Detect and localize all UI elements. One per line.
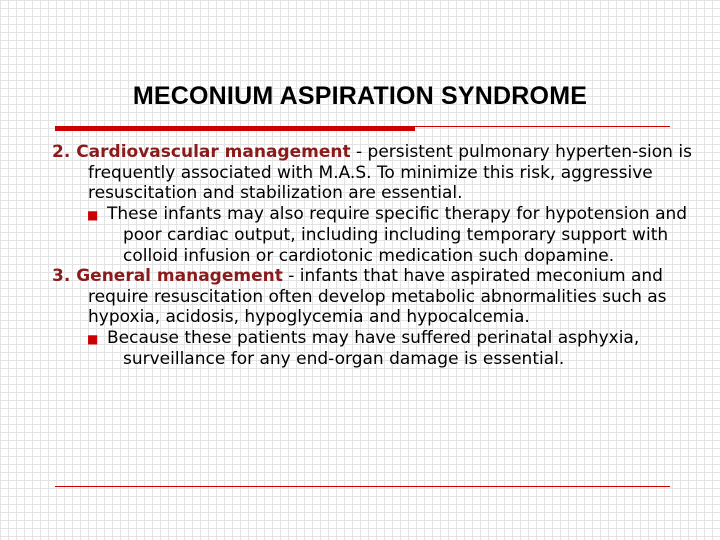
- item-text: - persistent pulmonary hyperten-sion is frequently associated with M.A.S. To minimize this risk, aggressive resuscitation and stabilization are essential.: [88, 142, 692, 203]
- item-heading: 3. General management: [52, 266, 283, 286]
- square-bullet-icon: ■: [87, 207, 99, 222]
- title-underline-thick: [55, 126, 415, 131]
- sub-item-text: Because these patients may have suffered perinatal asphyxia, surveillance for any end-organ damage is essential.: [107, 327, 640, 369]
- slide-body: [52, 142, 692, 370]
- title-underline-thin: [415, 126, 670, 127]
- item-text: - infants that have aspirated meconium and require resuscitation often develop metabolic abnormalities such as hypoxia, acidosis, hypoglycemia and hypocalcemia.: [88, 266, 667, 327]
- list-item-general: [52, 266, 692, 328]
- footer-rule: [55, 486, 670, 487]
- list-item-cardiovascular: [52, 142, 692, 204]
- sub-item-cardiovascular: [52, 204, 692, 267]
- slide-title: MECONIUM ASPIRATION SYNDROME: [132, 82, 588, 110]
- square-bullet-icon: ■: [87, 331, 99, 346]
- item-heading: 2. Cardiovascular management: [52, 142, 351, 162]
- sub-item-text: These infants may also require specific therapy for hypotension and poor cardiac output, including including temporary support with colloid infusion or cardiotonic medication such dopamine.: [107, 203, 688, 266]
- sub-item-general: [52, 328, 692, 370]
